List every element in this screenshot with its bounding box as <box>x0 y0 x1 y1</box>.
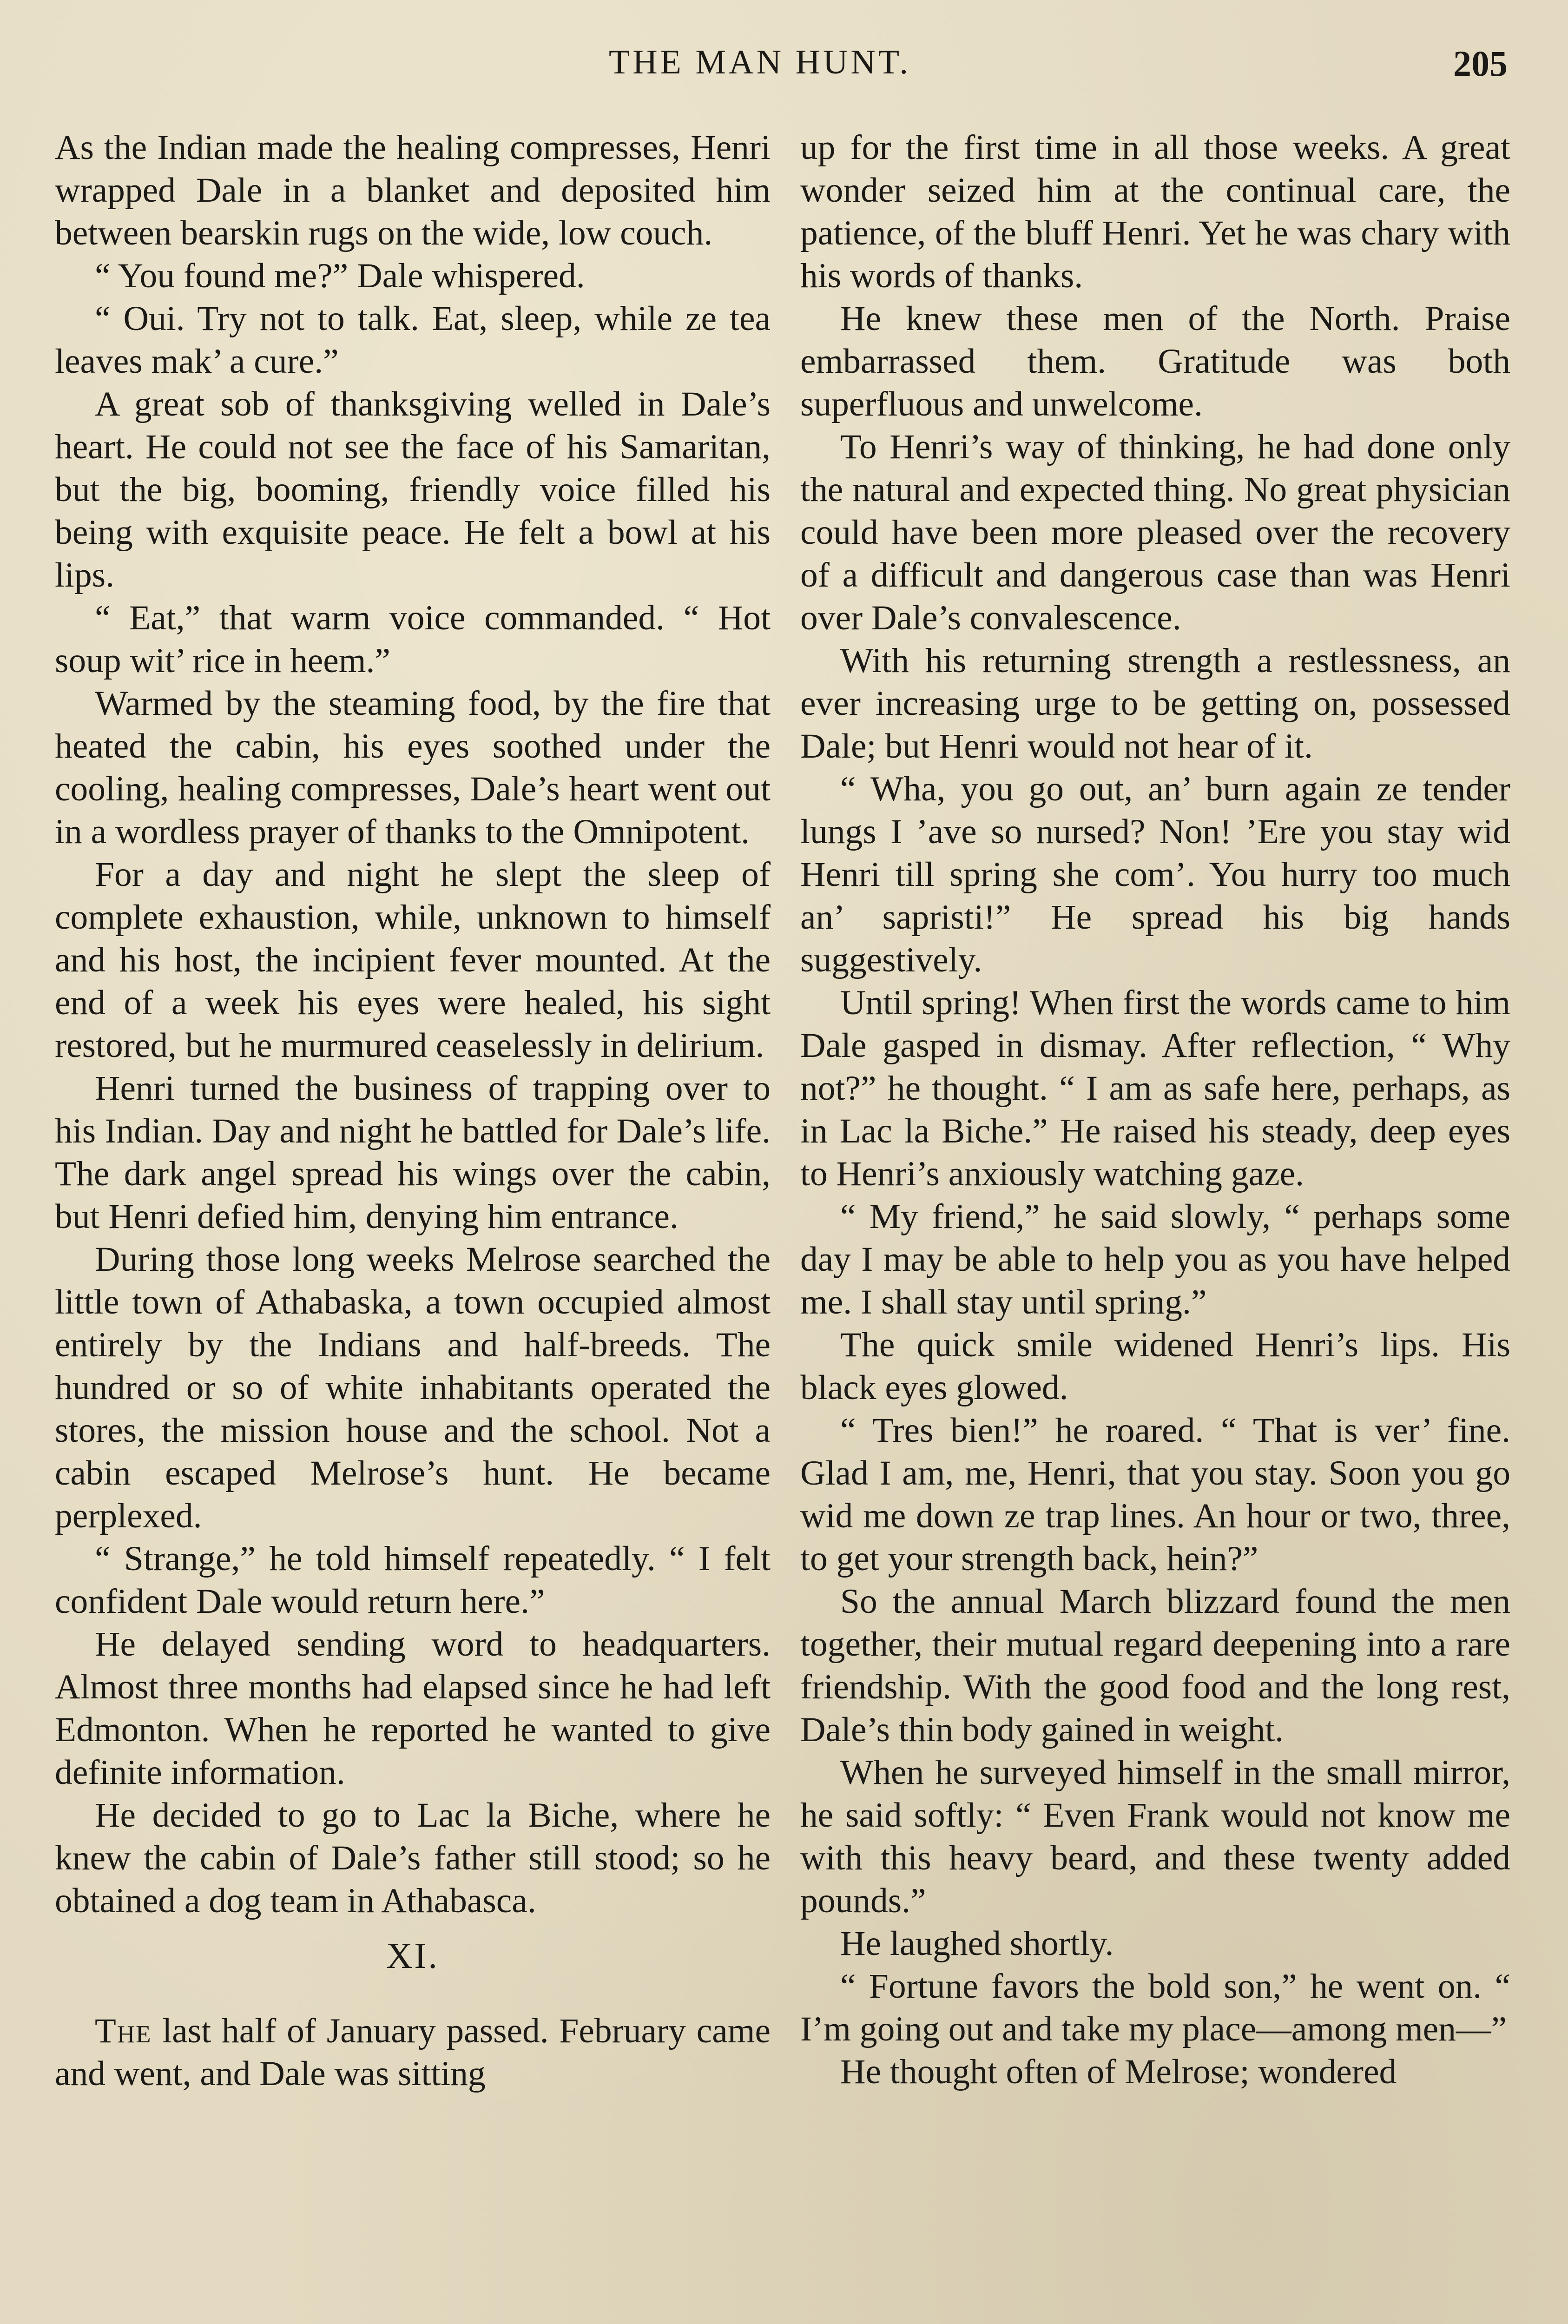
paragraph: “ Oui. Try not to talk. Eat, sleep, while ze tea leaves mak’ a cure.” <box>55 299 771 381</box>
paragraph: The quick smile widened Henri’s lips. His black eyes glowed. <box>800 1326 1510 1407</box>
paragraph: Warmed by the steaming food, by the fire that heated the cabin, his eyes soothed under the cooling, healing compresses, Dale’s heart went out in a wordless prayer of thanks to the Omnipotent. <box>55 684 771 851</box>
paragraph: “ Eat,” that warm voice commanded. “ Hot soup wit’ rice in heem.” <box>55 599 771 680</box>
page-number: 205 <box>1453 43 1508 84</box>
paragraph: He thought often of Melrose; wondered <box>840 2053 1397 2091</box>
paragraph: He laughed shortly. <box>840 1924 1114 1963</box>
left-column <box>55 126 771 2095</box>
right-column <box>800 126 1510 2093</box>
paragraph: “ Tres bien!” he roared. “ That is ver’ fine. Glad I am, me, Henri, that you stay. Soon you go wid me down ze trap lines. An hour or two, three, to get your strength back, hein?” <box>800 1411 1510 1578</box>
paragraph: He decided to go to Lac la Biche, where he knew the cabin of Dale’s father still stood; so he obtained a dog team in Athabasca. <box>55 1796 771 1920</box>
running-title: THE MAN HUNT. <box>609 43 911 81</box>
paragraph: During those long weeks Melrose searched the little town of Athabaska, a town occupied almost entirely by the Indians and half-breeds. The hundred or so of white inhabitants operated the stores, the mission house and the school. Not a cabin escaped Melrose’s hunt. He became perplexed. <box>55 1240 771 1535</box>
lead-word: The <box>95 2012 152 2050</box>
paragraph: up for the first time in all those weeks. A great wonder seized him at the continual care, the patience, of the bluff Henri. Yet he was chary with his words of thanks. <box>800 128 1510 295</box>
paragraph: “ My friend,” he said slowly, “ perhaps some day I may be able to help you as you have helped me. I shall stay until spring.” <box>800 1197 1510 1321</box>
paragraph: To Henri’s way of thinking, he had done only the natural and expected thing. No great physician could have been more pleased over the recovery of a difficult and dangerous case than was Henri over Dale’s convalescence. <box>800 428 1510 637</box>
paragraph: As the Indian made the healing compresses, Henri wrapped Dale in a blanket and deposited him between bearskin rugs on the wide, low couch. <box>55 128 771 252</box>
paragraph: “ Strange,” he told himself repeatedly. “ I felt confident Dale would return here.” <box>55 1539 771 1621</box>
page-header <box>0 43 1568 94</box>
paragraph: For a day and night he slept the sleep of complete exhaustion, while, unknown to himself and his host, the incipient fever mounted. At the end of a week his eyes were healed, his sight restored, but he murmured ceaselessly in delirium. <box>55 855 771 1065</box>
paragraph: Until spring! When first the words came to him Dale gasped in dismay. After reflection, “ Why not?” he thought. “ I am as safe here, perhaps, as in Lac la Biche.” He raised his steady, deep eyes to Henri’s anxiously watching gaze. <box>800 984 1510 1193</box>
paragraph: He delayed sending word to headquarters. Almost three months had elapsed since he had left Edmonton. When he reported he wanted to give definite information. <box>55 1625 771 1792</box>
paragraph: With his returning strength a restlessness, an ever increasing urge to be getting on, possessed Dale; but Henri would not hear of it. <box>800 641 1510 766</box>
paragraph: “ Fortune favors the bold son,” he went on. “ I’m going out and take my place—among men—” <box>800 1967 1510 2048</box>
paragraph: “ Wha, you go out, an’ burn again ze tender lungs I ’ave so nursed? Non! ’Ere you stay wid Henri till spring she com’. You hurry too much an’ sapristi!” He spread his big hands suggestively. <box>800 770 1510 979</box>
paragraph: “ You found me?” Dale whispered. <box>95 257 585 295</box>
paragraph: A great sob of thanksgiving welled in Dale’s heart. He could not see the face of his Samaritan, but the big, booming, friendly voice filled his being with exquisite peace. He felt a bowl at his lips. <box>55 385 771 594</box>
paragraph: He knew these men of the North. Praise embarrassed them. Gratitude was both superfluous and unwelcome. <box>800 299 1510 423</box>
chapter-heading: XI. <box>386 1935 439 1976</box>
lead-text: last half of January passed. February came and went, and Dale was sitting <box>55 2012 771 2093</box>
paragraph: When he surveyed himself in the small mirror, he said softly: “ Even Frank would not know me with this heavy beard, and these twenty added pounds.” <box>800 1753 1510 1920</box>
paragraph: So the annual March blizzard found the men together, their mutual regard deepening into a rare friendship. With the good food and the long rest, Dale’s thin body gained in weight. <box>800 1582 1510 1749</box>
chapter-opening-paragraph <box>55 2010 771 2095</box>
paragraph: Henri turned the business of trapping over to his Indian. Day and night he battled for Dale’s life. The dark angel spread his wings over the cabin, but Henri defied him, denying him entrance. <box>55 1069 771 1236</box>
